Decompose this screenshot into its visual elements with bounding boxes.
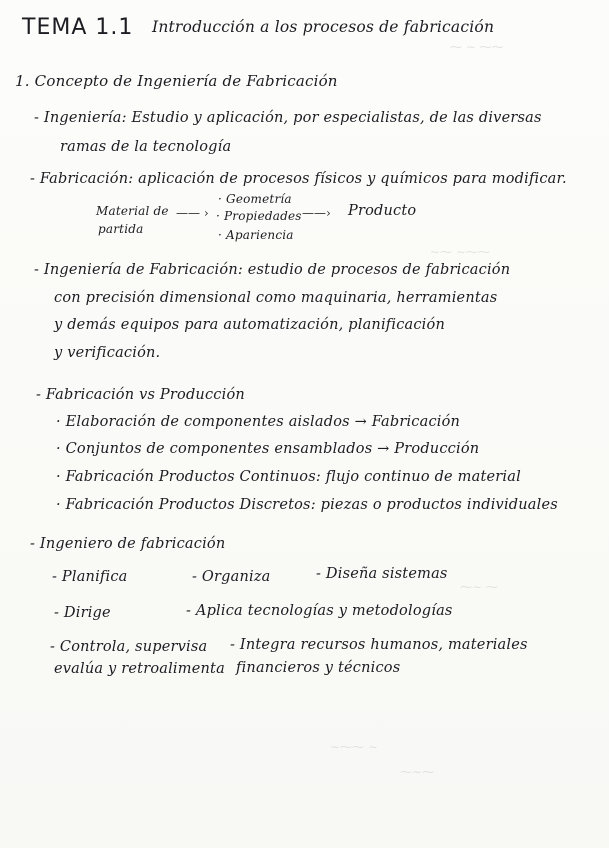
- list-item: · Fabricación Productos Continuos: flujo continuo de material: [56, 469, 521, 485]
- role-planifica: - Planifica: [52, 569, 128, 585]
- fab-vs-prod-heading: - Fabricación vs Producción: [36, 387, 245, 403]
- bleed-through-mark: ⁓ ∼ ⁓⁓: [450, 40, 504, 54]
- list-item: · Elaboración de componentes aislados → Fabricación: [56, 414, 461, 430]
- role-aplica: - Aplica tecnologías y metodologías: [186, 603, 453, 619]
- diagram-material-line1: Material de: [96, 204, 169, 218]
- ingeniero-heading: - Ingeniero de fabricación: [30, 536, 226, 552]
- role-disena: - Diseña sistemas: [316, 566, 448, 582]
- role-integra-line1: - Integra recursos humanos, materiales: [230, 637, 528, 653]
- definition-ing-fabricacion-line1: - Ingeniería de Fabricación: estudio de procesos de fabricación: [34, 262, 511, 278]
- definition-ing-fabricacion-line4: y verificación.: [54, 345, 161, 361]
- definition-ing-fabricacion-line2: con precisión dimensional como maquinaria, herramientas: [54, 290, 498, 306]
- role-integra-line2: financieros y técnicos: [236, 660, 401, 676]
- list-item: · Fabricación Productos Discretos: piezas o productos individuales: [56, 497, 558, 513]
- diagram-geometria: · Geometría: [218, 192, 292, 206]
- definition-fabricacion: - Fabricación: aplicación de procesos físicos y químicos para modificar.: [30, 171, 567, 187]
- definition-ing-fabricacion-line3: y demás equipos para automatización, planificación: [54, 317, 445, 333]
- page-title: TEMA 1.1: [22, 15, 134, 40]
- definition-ingenieria-line2: ramas de la tecnología: [60, 139, 232, 155]
- list-item: · Conjuntos de componentes ensamblados → Producción: [56, 441, 480, 457]
- diagram-propiedades: · Propiedades: [216, 209, 302, 223]
- arrow-icon: ——›: [302, 206, 331, 220]
- page-subtitle: Introducción a los procesos de fabricación: [152, 18, 495, 36]
- bleed-through-mark: ⁓∼ ⁓: [460, 580, 498, 594]
- role-dirige: - Dirige: [54, 605, 111, 621]
- section-heading: 1. Concepto de Ingeniería de Fabricación: [15, 72, 338, 90]
- bleed-through-mark: ∼⁓⁓ ∼: [330, 740, 378, 754]
- diagram-apariencia: · Apariencia: [218, 228, 294, 242]
- diagram-producto: Producto: [348, 203, 417, 219]
- role-controla-line1: - Controla, supervisa: [50, 639, 208, 655]
- role-organiza: - Organiza: [192, 569, 271, 585]
- role-controla-line2: evalúa y retroalimenta: [54, 661, 225, 677]
- definition-ingenieria-line1: - Ingeniería: Estudio y aplicación, por especialistas, de las diversas: [34, 110, 542, 126]
- diagram-material-line2: partida: [98, 222, 144, 236]
- bleed-through-mark: ∼⁓ ∼⁓⁓: [430, 245, 490, 259]
- bleed-through-mark: ⁓∼⁓: [400, 765, 435, 779]
- arrow-icon: —— ›: [176, 206, 209, 220]
